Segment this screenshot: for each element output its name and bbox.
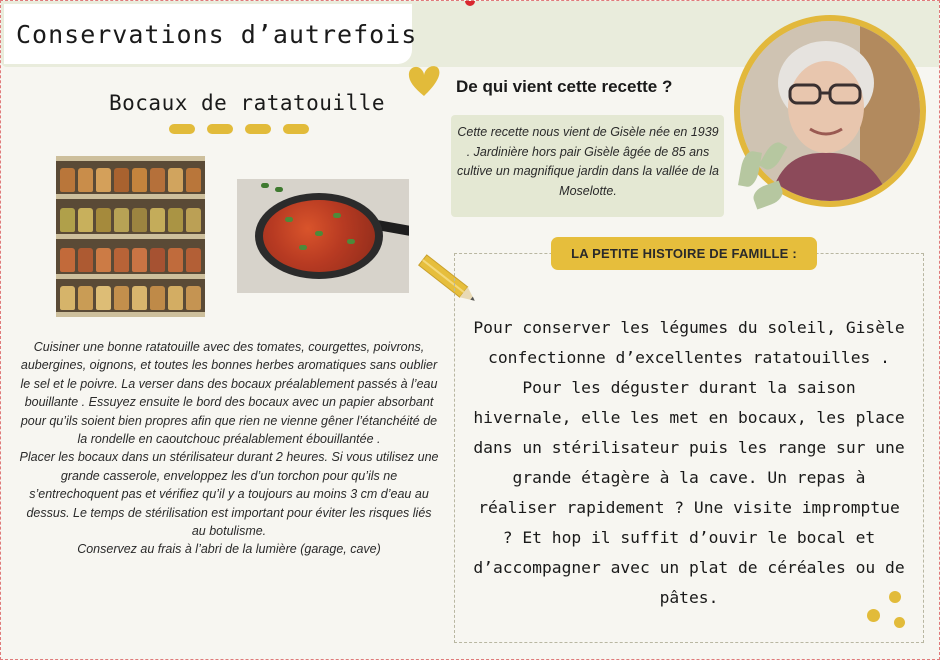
- herb: [261, 183, 269, 188]
- jar: [96, 168, 111, 192]
- recipe-instructions: [19, 338, 439, 559]
- story-text: Pour conserver les légumes du soleil, Gisèle confectionne d’excellentes ratatouilles . Pour les déguster durant la saison hivernale, elle les met en bocaux, les place dans un stérilisateur puis les range sur une grande étagère à la cave. Un repas à réaliser rapidement ? Une visite impromptue ? Et hop il suffit d’ouvir le bocal et d’accompagner avec un plat de céréales ou de pâtes.: [473, 318, 905, 607]
- ratatouille-food: [263, 200, 375, 272]
- herb: [315, 231, 323, 236]
- grandmother-portrait: [740, 21, 920, 201]
- decor-dash: [245, 124, 271, 134]
- page-title: Conservations d’autrefois: [16, 20, 418, 49]
- jar: [114, 168, 129, 192]
- jar: [132, 208, 147, 232]
- jar: [96, 208, 111, 232]
- jar: [78, 248, 93, 272]
- jar: [150, 168, 165, 192]
- jar: [168, 208, 183, 232]
- jar: [186, 286, 201, 310]
- jar: [168, 168, 183, 192]
- jar: [132, 248, 147, 272]
- herb: [299, 245, 307, 250]
- jar: [114, 208, 129, 232]
- jar: [132, 286, 147, 310]
- jar: [150, 286, 165, 310]
- decor-dot: [894, 617, 905, 628]
- jar: [186, 208, 201, 232]
- recipe-title: Bocaux de ratatouille: [109, 91, 386, 115]
- herb: [333, 213, 341, 218]
- decor-dot: [867, 609, 880, 622]
- shelf: [56, 274, 205, 279]
- origin-title: De qui vient cette recette ?: [456, 77, 673, 96]
- jar: [114, 248, 129, 272]
- decor-dot: [889, 591, 901, 603]
- jar: [168, 248, 183, 272]
- story-label: LA PETITE HISTOIRE DE FAMILLE :: [551, 237, 817, 270]
- jar: [60, 168, 75, 192]
- heart-icon: [407, 63, 441, 99]
- decor-dash: [207, 124, 233, 134]
- herb: [275, 187, 283, 192]
- decor-dash: [169, 124, 195, 134]
- jar: [60, 286, 75, 310]
- jar: [96, 286, 111, 310]
- shelf: [56, 234, 205, 239]
- origin-box: [451, 115, 724, 217]
- shelf: [56, 312, 205, 317]
- jar: [186, 168, 201, 192]
- recipe-paragraph: Placer les bocaux dans un stérilisateur durant 2 heures. Si vous utilisez une grande casserole, enveloppez les d’un torchon pour qu’ils ne s’entrechoquent pas et vérifiez qu’il y a toujours au moins 3 cm d’eau au dessus. Le temps de stérilisation est important pour éviter les risques liés au botulisme.: [19, 450, 439, 539]
- jar: [96, 248, 111, 272]
- shelf: [56, 194, 205, 199]
- jar: [186, 248, 201, 272]
- leaf-decoration: [738, 150, 762, 189]
- origin-text: Cette recette nous vient de Gisèle née en 1939 . Jardinière hors pair Gisèle âgée de 85 ans cultive un magnifique jardin dans la vallée de la Moselotte.: [457, 125, 719, 198]
- jar: [78, 168, 93, 192]
- shelf: [56, 156, 205, 161]
- jar: [60, 248, 75, 272]
- jar: [168, 286, 183, 310]
- recipe-paragraph: Cuisiner une bonne ratatouille avec des tomates, courgettes, poivrons, aubergines, oignons, et toutes les bonnes herbes aromatiques sans oublier le sel et le poivre. La verser dans des bocaux préalablement passés à l’eau bouillante . Essuyez ensuite le bord des bocaux avec un papier absorbant pour qu’ils soient bien propres afin que rien ne vienne gêner l’étanchéité de la rondelle en caoutchouc préalablement ébouillantée .: [20, 340, 438, 447]
- herb: [285, 217, 293, 222]
- jar: [150, 248, 165, 272]
- herb: [347, 239, 355, 244]
- jars-photo: [56, 156, 205, 317]
- title-box: [4, 4, 418, 64]
- recipe-paragraph: Conservez au frais à l’abri de la lumière (garage, cave): [77, 542, 381, 557]
- jar: [114, 286, 129, 310]
- ratatouille-pan-photo: [237, 179, 409, 293]
- jar: [150, 208, 165, 232]
- decor-dash: [283, 124, 309, 134]
- leaf-decoration: [750, 180, 785, 209]
- jar: [132, 168, 147, 192]
- jar: [60, 208, 75, 232]
- jar: [78, 286, 93, 310]
- jar: [78, 208, 93, 232]
- portrait-frame: [734, 15, 926, 207]
